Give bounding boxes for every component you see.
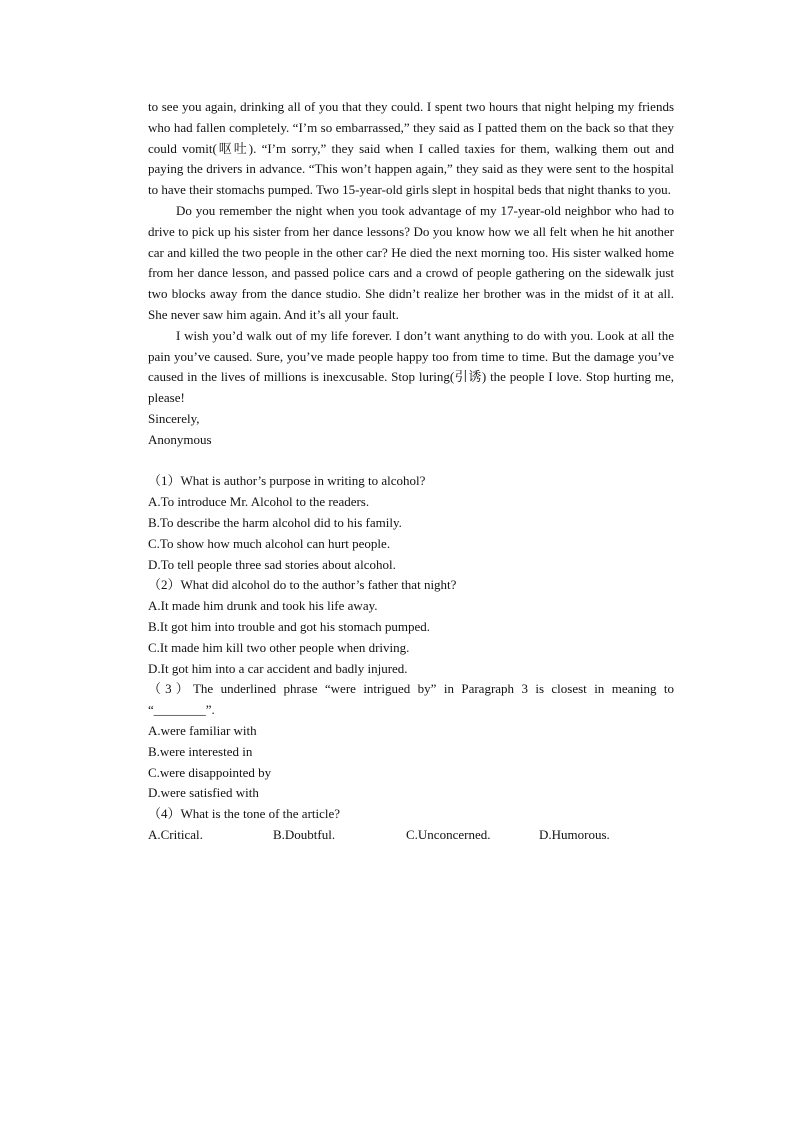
option-b: B.To describe the harm alcohol did to his family.	[148, 514, 402, 530]
question-stem: （3）The underlined phrase “were intrigued by” in Paragraph 3 is closest in meaning to “________”.	[148, 681, 674, 718]
option-a: A.were familiar with	[148, 722, 257, 738]
option-c: C.To show how much alcohol can hurt people.	[148, 535, 391, 551]
option-a: A.To introduce Mr. Alcohol to the readers.	[148, 494, 370, 510]
option-a: A.Critical.	[148, 826, 203, 842]
options-row	[148, 825, 674, 846]
option-b: B.were interested in	[148, 743, 253, 759]
option-d: D.were satisfied with	[148, 785, 259, 801]
option-c: C.Unconcerned.	[406, 826, 491, 842]
option-b: B.Doubtful.	[273, 826, 336, 842]
question-stem: （4）What is the tone of the article?	[148, 806, 341, 822]
letter-signature: Anonymous	[148, 431, 212, 447]
option-c: C.It made him kill two other people when driving.	[148, 639, 410, 655]
option-d: D.To tell people three sad stories about alcohol.	[148, 556, 396, 572]
spacer	[148, 451, 674, 472]
question-4	[148, 804, 674, 846]
option-a: A.It made him drunk and took his life away.	[148, 598, 378, 614]
option-d: D.Humorous.	[539, 826, 610, 842]
document-page	[148, 97, 674, 846]
option-d: D.It got him into a car accident and badly injured.	[148, 660, 408, 676]
option-c: C.were disappointed by	[148, 764, 272, 780]
question-stem: （1）What is author’s purpose in writing to alcohol?	[148, 473, 426, 489]
passage-paragraph-3: I wish you’d walk out of my life forever. I don’t want anything to do with you. Look at all the pain you’ve caused. Sure, you’ve made people happy too from time to time. But the damage you’ve caused in the lives of millions is inexcusable. Stop luring(引诱) the people I love. Stop hurting me, please!	[148, 327, 674, 406]
passage-paragraph-1: to see you again, drinking all of you that they could. I spent two hours that night helping my friends who had fallen completely. “I’m so embarrassed,” they said as I patted them on the back so that they could vomit(呕吐). “I’m sorry,” they said when I called taxies for them, walking them out and paying the drivers in advance. “This won’t happen again,” they said as they were sent to the hospital to have their stomachs pumped. Two 15-year-old girls slept in hospital beds that night thanks to you.	[148, 99, 674, 198]
option-b: B.It got him into trouble and got his stomach pumped.	[148, 618, 431, 634]
letter-closing: Sincerely,	[148, 410, 200, 426]
question-1	[148, 471, 674, 575]
question-stem: （2）What did alcohol do to the author’s father that night?	[148, 577, 457, 593]
question-2	[148, 575, 674, 679]
question-3	[148, 679, 674, 804]
passage-paragraph-2: Do you remember the night when you took advantage of my 17-year-old neighbor who had to drive to pick up his sister from her dance lessons? Do you know how we all felt when he hit another car and killed the two people in the other car? He died the next morning too. His sister walked home from her dance lesson, and passed police cars and a crowd of people gathering on the sidewalk just two blocks away from the dance studio. She didn’t realize her brother was in the midst of it at all. She never saw him again. And it’s all your fault.	[148, 202, 674, 322]
